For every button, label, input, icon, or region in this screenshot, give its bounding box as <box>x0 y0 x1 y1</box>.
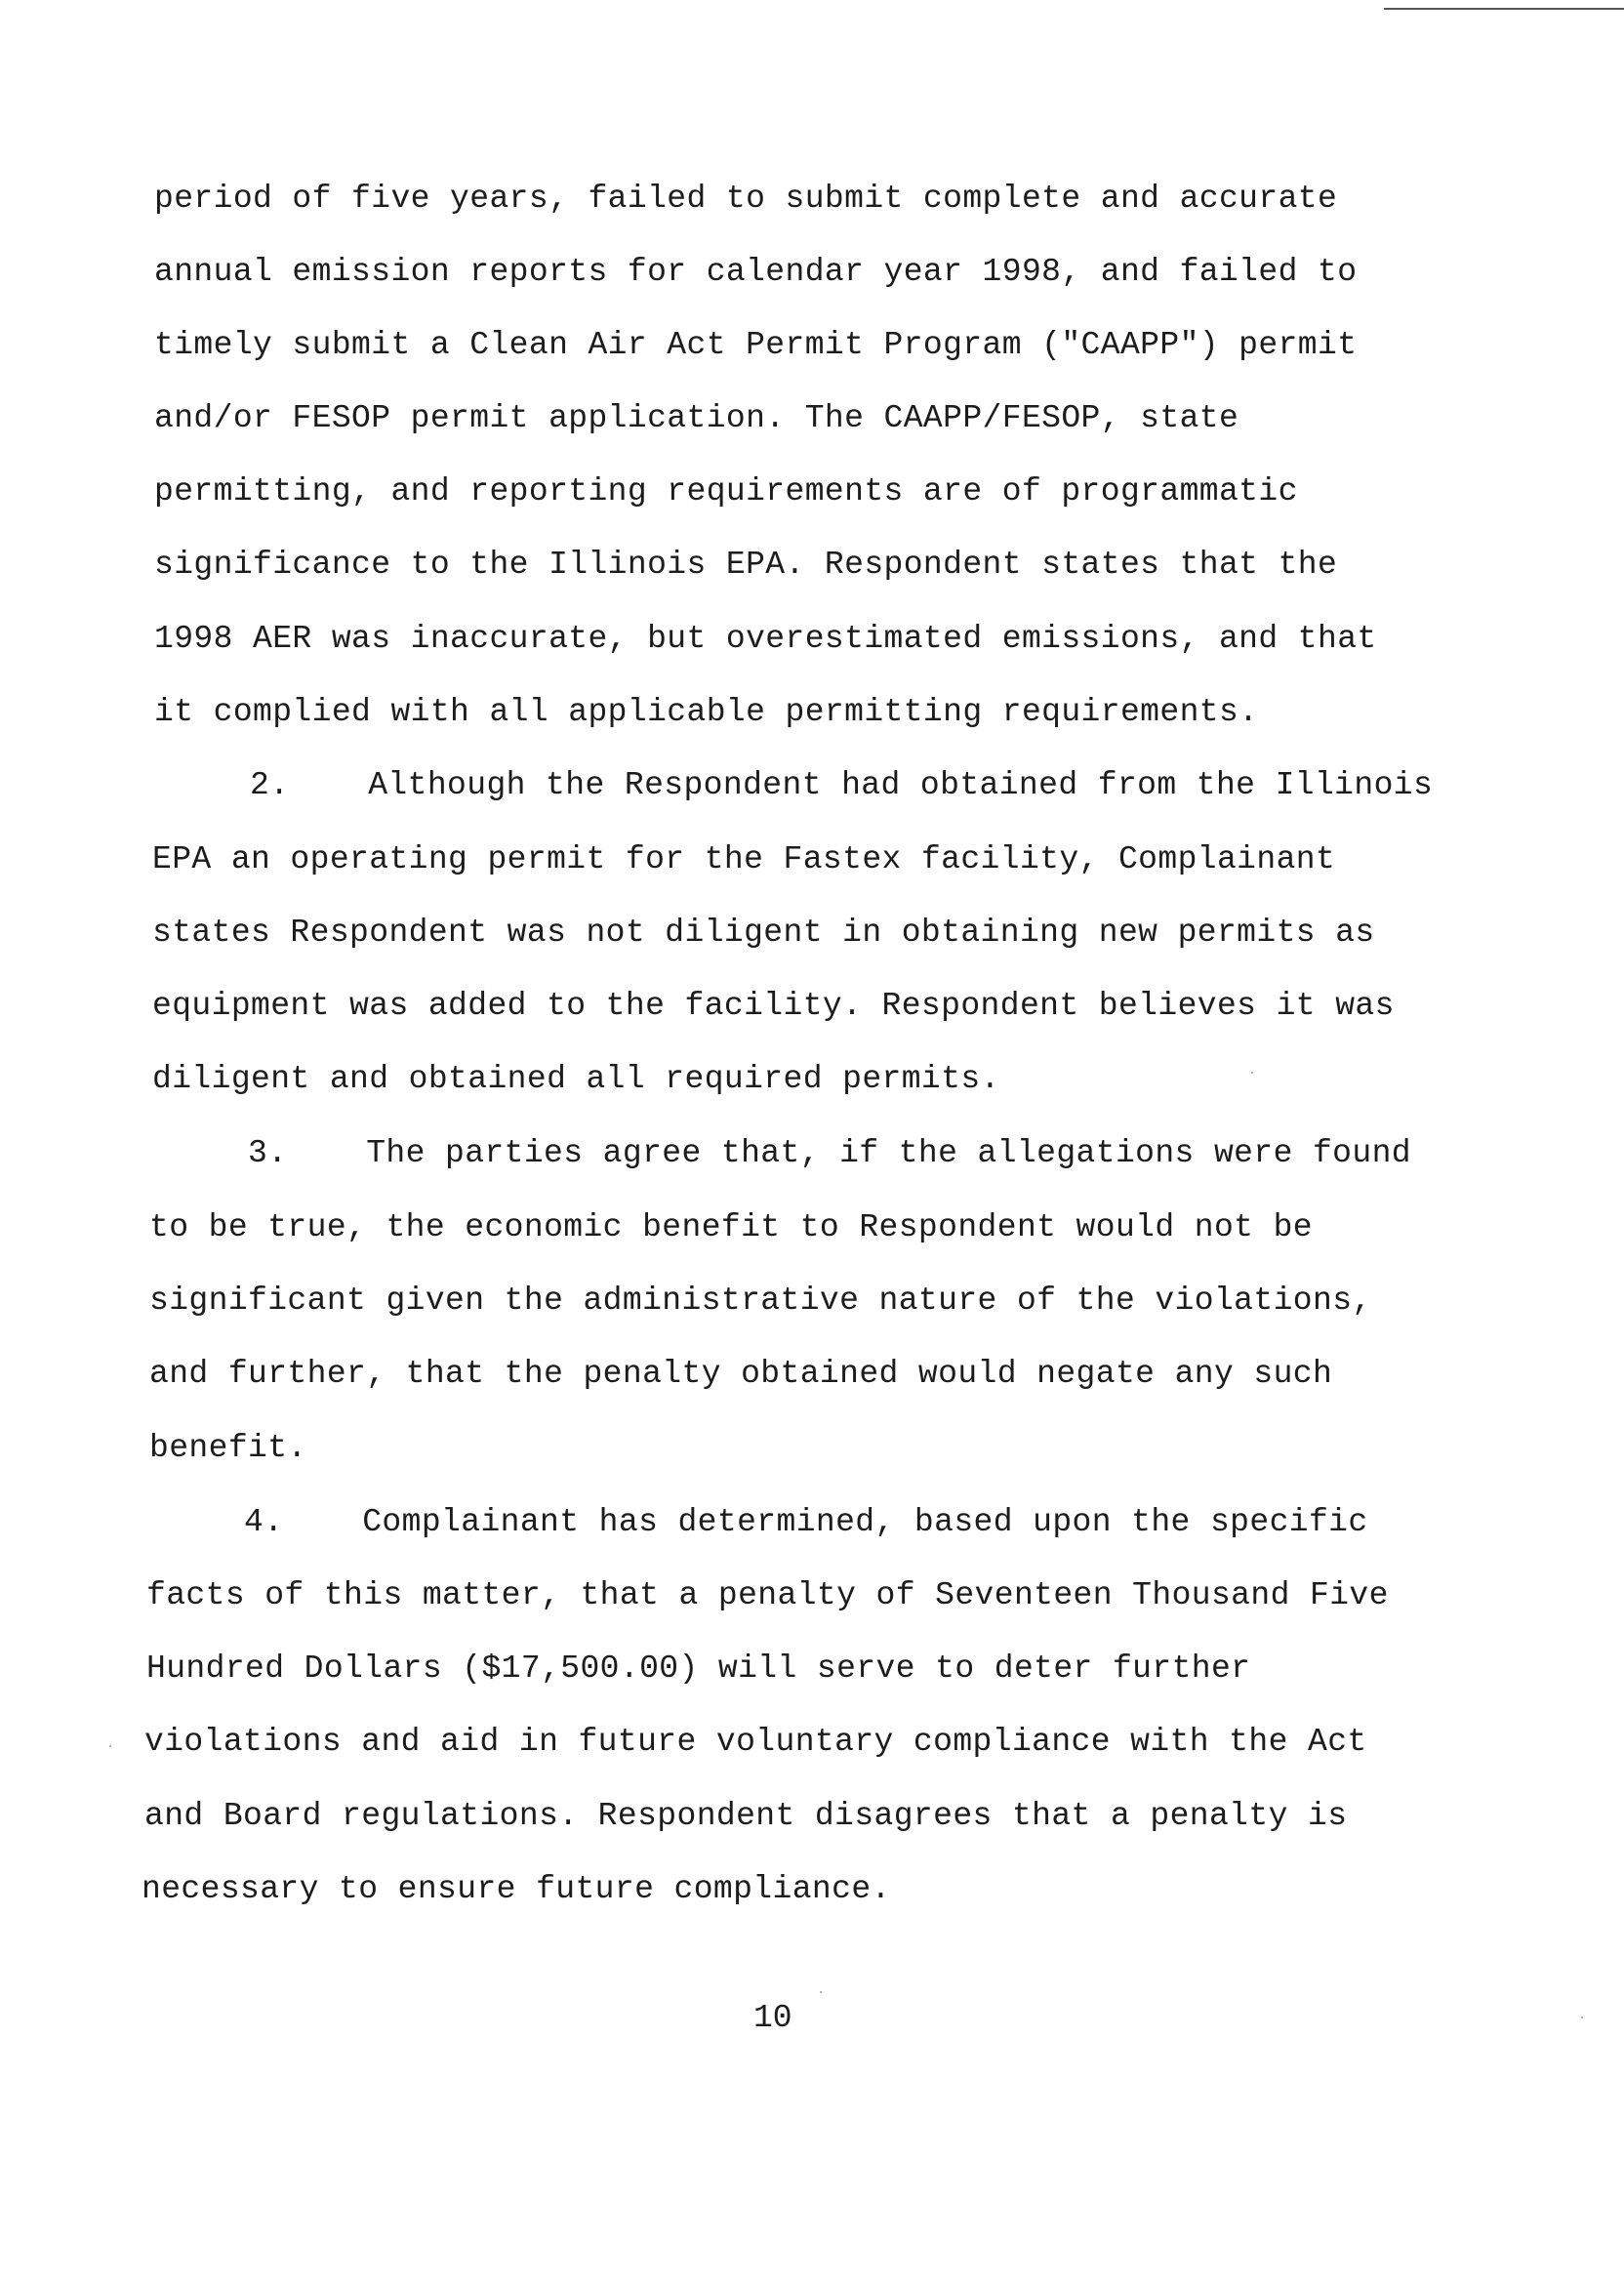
paragraph-2-first-line: 2. Although the Respondent had obtained from the Illinois <box>250 767 1434 803</box>
paragraph-3-first-line: 3. The parties agree that, if the allegations were found <box>248 1135 1411 1171</box>
text-line: significant given the administrative nature of the violations, <box>149 1283 1372 1319</box>
scan-speck <box>820 1991 822 1993</box>
scan-speck <box>109 1745 111 1747</box>
page-number: 10 <box>753 2000 792 2036</box>
text-line: violations and aid in future voluntary compliance with the Act <box>144 1724 1367 1760</box>
text-line: diligent and obtained all required permits. <box>152 1061 1000 1097</box>
text-line: to be true, the economic benefit to Respondent would not be <box>149 1209 1313 1245</box>
text-line: Hundred Dollars ($17,500.00) will serve to deter further <box>146 1650 1251 1687</box>
text-line: it complied with all applicable permitting requirements. <box>154 694 1259 730</box>
text-line: and further, that the penalty obtained would negate any such <box>149 1356 1333 1392</box>
text-line: necessary to ensure future compliance. <box>142 1871 891 1907</box>
text-line: and/or FESOP permit application. The CAAPP/FESOP, state <box>154 400 1239 436</box>
text-line: and Board regulations. Respondent disagrees that a penalty is <box>144 1798 1348 1834</box>
text-line: significance to the Illinois EPA. Respondent states that the <box>154 547 1338 583</box>
scan-speck <box>1581 2017 1583 2018</box>
text-line: annual emission reports for calendar year 1998, and failed to <box>154 254 1358 290</box>
text-line: period of five years, failed to submit complete and accurate <box>154 181 1338 217</box>
text-line: EPA an operating permit for the Fastex facility, Complainant <box>152 841 1336 877</box>
text-line: timely submit a Clean Air Act Permit Program ("CAAPP") permit <box>154 327 1358 363</box>
text-line: facts of this matter, that a penalty of Seventeen Thousand Five <box>146 1577 1389 1613</box>
text-line: 1998 AER was inaccurate, but overestimated emissions, and that <box>154 621 1377 657</box>
scan-speck <box>1251 1072 1253 1074</box>
paragraph-4-first-line: 4. Complainant has determined, based upon the specific <box>244 1504 1368 1540</box>
text-line: benefit. <box>149 1430 307 1466</box>
top-rule-line <box>1384 8 1624 10</box>
text-line: equipment was added to the facility. Respondent believes it was <box>152 988 1395 1024</box>
text-line: states Respondent was not diligent in obtaining new permits as <box>152 915 1375 951</box>
text-line: permitting, and reporting requirements are of programmatic <box>154 473 1298 509</box>
